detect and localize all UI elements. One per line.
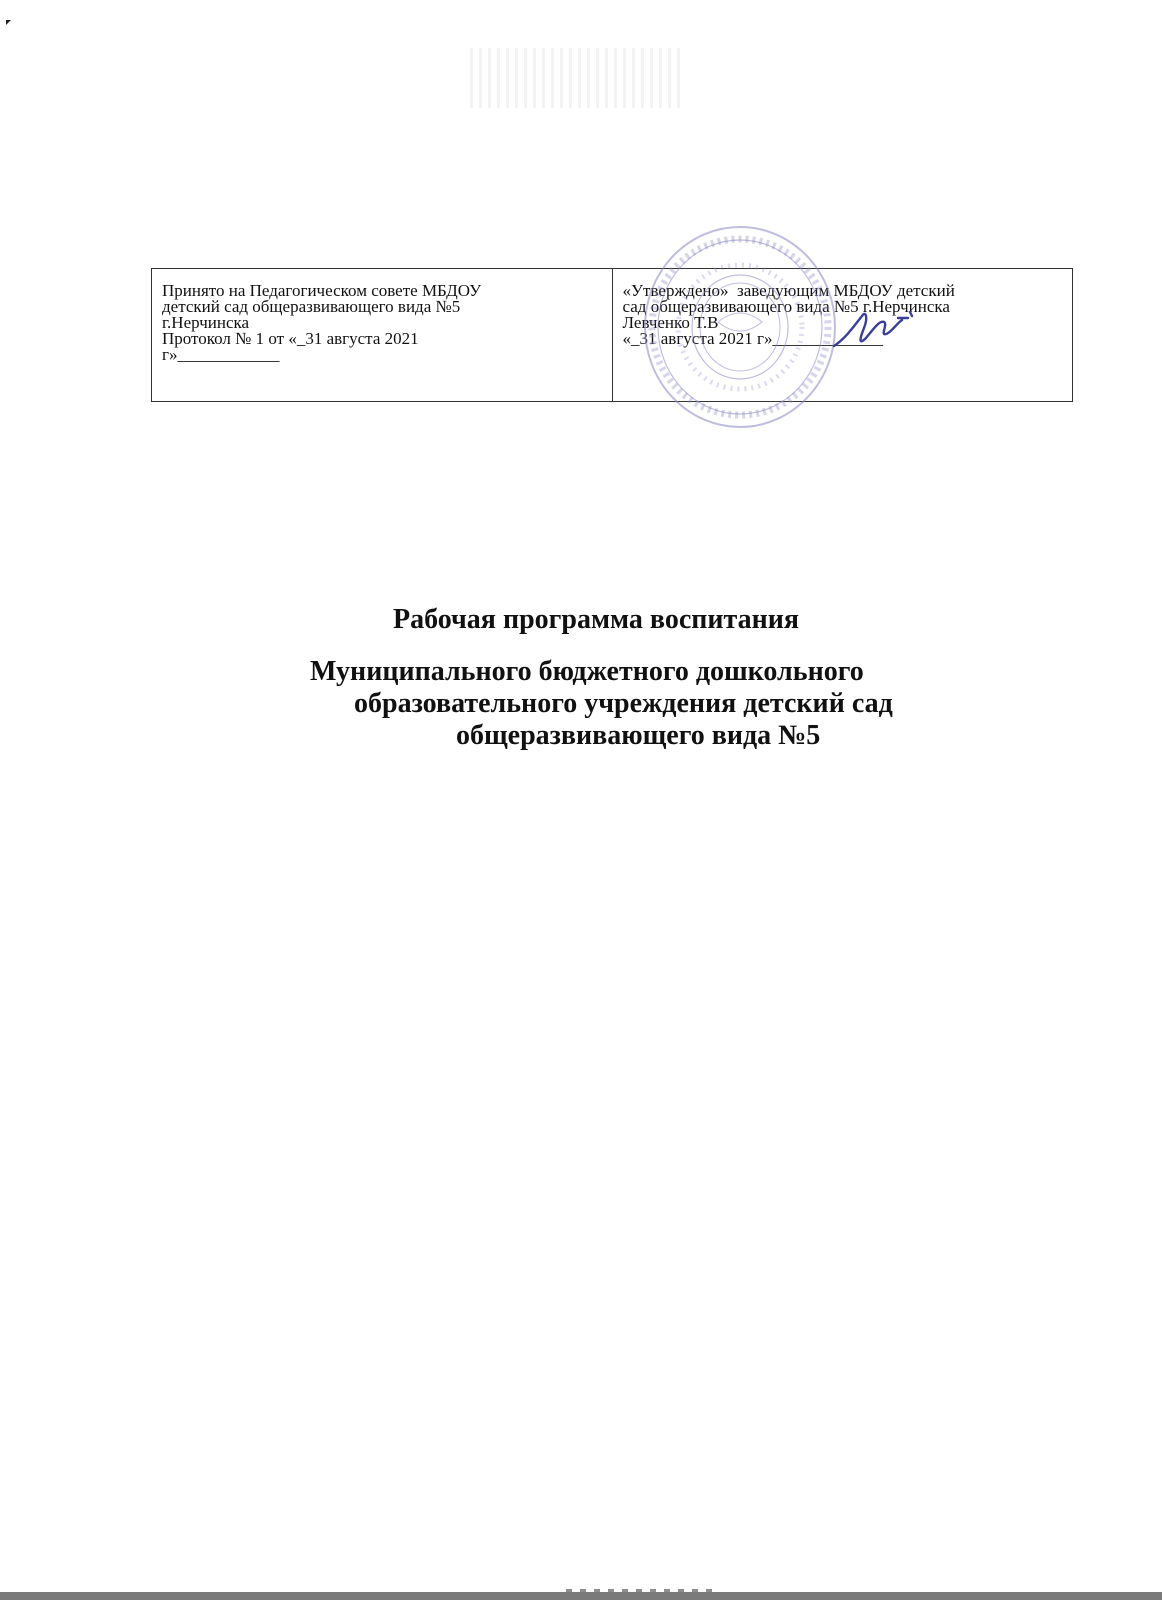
title-line-1: Рабочая программа воспитания (393, 604, 800, 635)
approved-line-3: Левченко Т.В (622, 313, 719, 332)
title-line-4: общеразвивающего вида №5 (456, 720, 821, 751)
approved-line-2: сад общеразвивающего вида №5 г.Нерчинска (622, 297, 950, 316)
accepted-line-1: Принято на Педагогическом совете МБДОУ (162, 281, 482, 300)
title-line-3: образовательного учреждения детский сад (354, 688, 893, 719)
approval-cell-accepted (152, 269, 613, 401)
accepted-line-3: г.Нерчинска (162, 313, 250, 332)
scan-bottom-edge (0, 1592, 1162, 1600)
accepted-line-4: Протокол № 1 от «_31 августа 2021 (162, 329, 419, 348)
approval-table (151, 268, 1073, 402)
approved-line-4: «_31 августа 2021 г»_____________ (622, 329, 883, 348)
signature-icon (828, 298, 928, 358)
faint-bleedthrough (470, 48, 680, 108)
accepted-line-5: г»____________ (162, 345, 280, 364)
approved-line-1: «Утверждено» заведующим МБДОУ детский (622, 281, 955, 300)
title-line-2: Муниципального бюджетного дошкольного (310, 656, 864, 687)
scan-corner-mark (6, 20, 11, 25)
accepted-line-2: детский сад общеразвивающего вида №5 (162, 297, 461, 316)
